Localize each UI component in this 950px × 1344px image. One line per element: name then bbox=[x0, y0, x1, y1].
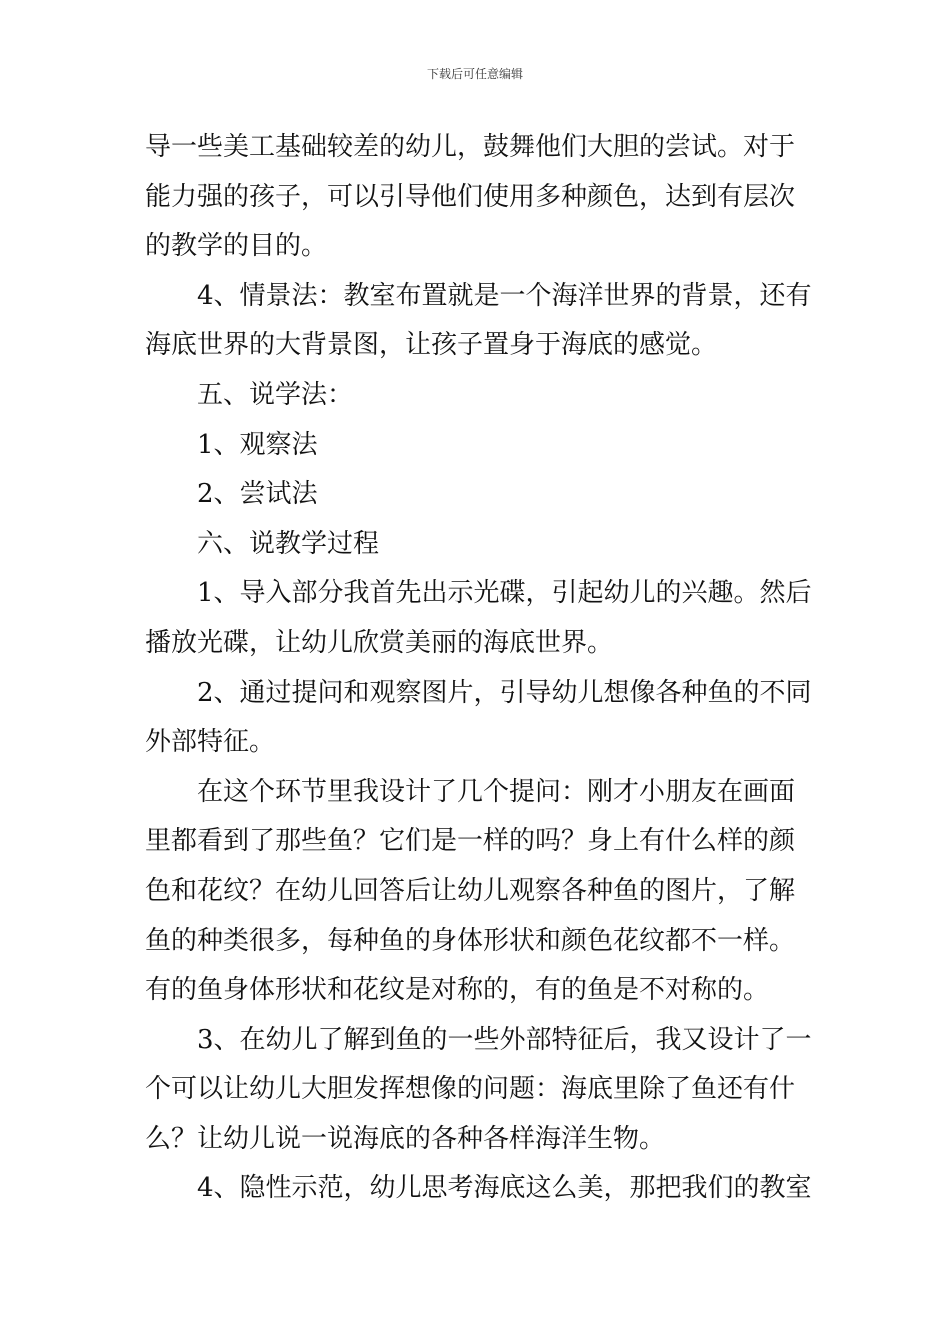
page-header: 下载后可任意编辑 bbox=[426, 67, 523, 81]
list-item: 2、尝试法 bbox=[197, 479, 318, 510]
text-line: 的教学的目的。 bbox=[145, 231, 328, 262]
text-line: 导一些美工基础较差的幼儿，鼓舞他们大胆的尝试。对于 bbox=[145, 132, 796, 162]
text-line: 外部特征。 bbox=[145, 727, 276, 758]
text-line: 个可以让幼儿大胆发挥想像的问题：海底里除了鱼还有什 bbox=[145, 1074, 796, 1105]
text-line: 么？让幼儿说一说海底的各种各样海洋生物。 bbox=[145, 1123, 666, 1154]
text-line: 能力强的孩子，可以引导他们使用多种颜色，达到有层次 bbox=[145, 181, 796, 212]
text-line: 鱼的种类很多，每种鱼的身体形状和颜色花纹都不一样。 bbox=[145, 925, 796, 956]
list-item: 1、观察法 bbox=[197, 429, 318, 460]
section-heading: 五、说学法： bbox=[197, 379, 354, 410]
text-line: 色和花纹？在幼儿回答后让幼儿观察各种鱼的图片，了解 bbox=[145, 875, 796, 906]
text-line: 海底世界的大背景图，让孩子置身于海底的感觉。 bbox=[145, 330, 718, 361]
text-line: 3、在幼儿了解到鱼的一些外部特征后，我又设计了一 bbox=[197, 1024, 812, 1055]
text-line: 4、隐性示范，幼儿思考海底这么美，那把我们的教室 bbox=[197, 1173, 812, 1204]
text-line: 播放光碟，让幼儿欣赏美丽的海底世界。 bbox=[145, 627, 614, 658]
text-line: 里都看到了那些鱼？它们是一样的吗？身上有什么样的颜 bbox=[145, 826, 796, 857]
text-line: 在这个环节里我设计了几个提问：刚才小朋友在画面 bbox=[197, 776, 796, 807]
text-line: 2、通过提问和观察图片，引导幼儿想像各种鱼的不同 bbox=[197, 677, 812, 708]
section-heading: 六、说教学过程 bbox=[197, 528, 380, 559]
text-line: 有的鱼身体形状和花纹是对称的，有的鱼是不对称的。 bbox=[145, 975, 770, 1006]
text-line: 4、情景法：教室布置就是一个海洋世界的背景，还有 bbox=[197, 280, 812, 311]
text-line: 1、导入部分我首先出示光碟，引起幼儿的兴趣。然后 bbox=[197, 578, 812, 609]
document-body bbox=[145, 123, 812, 1214]
